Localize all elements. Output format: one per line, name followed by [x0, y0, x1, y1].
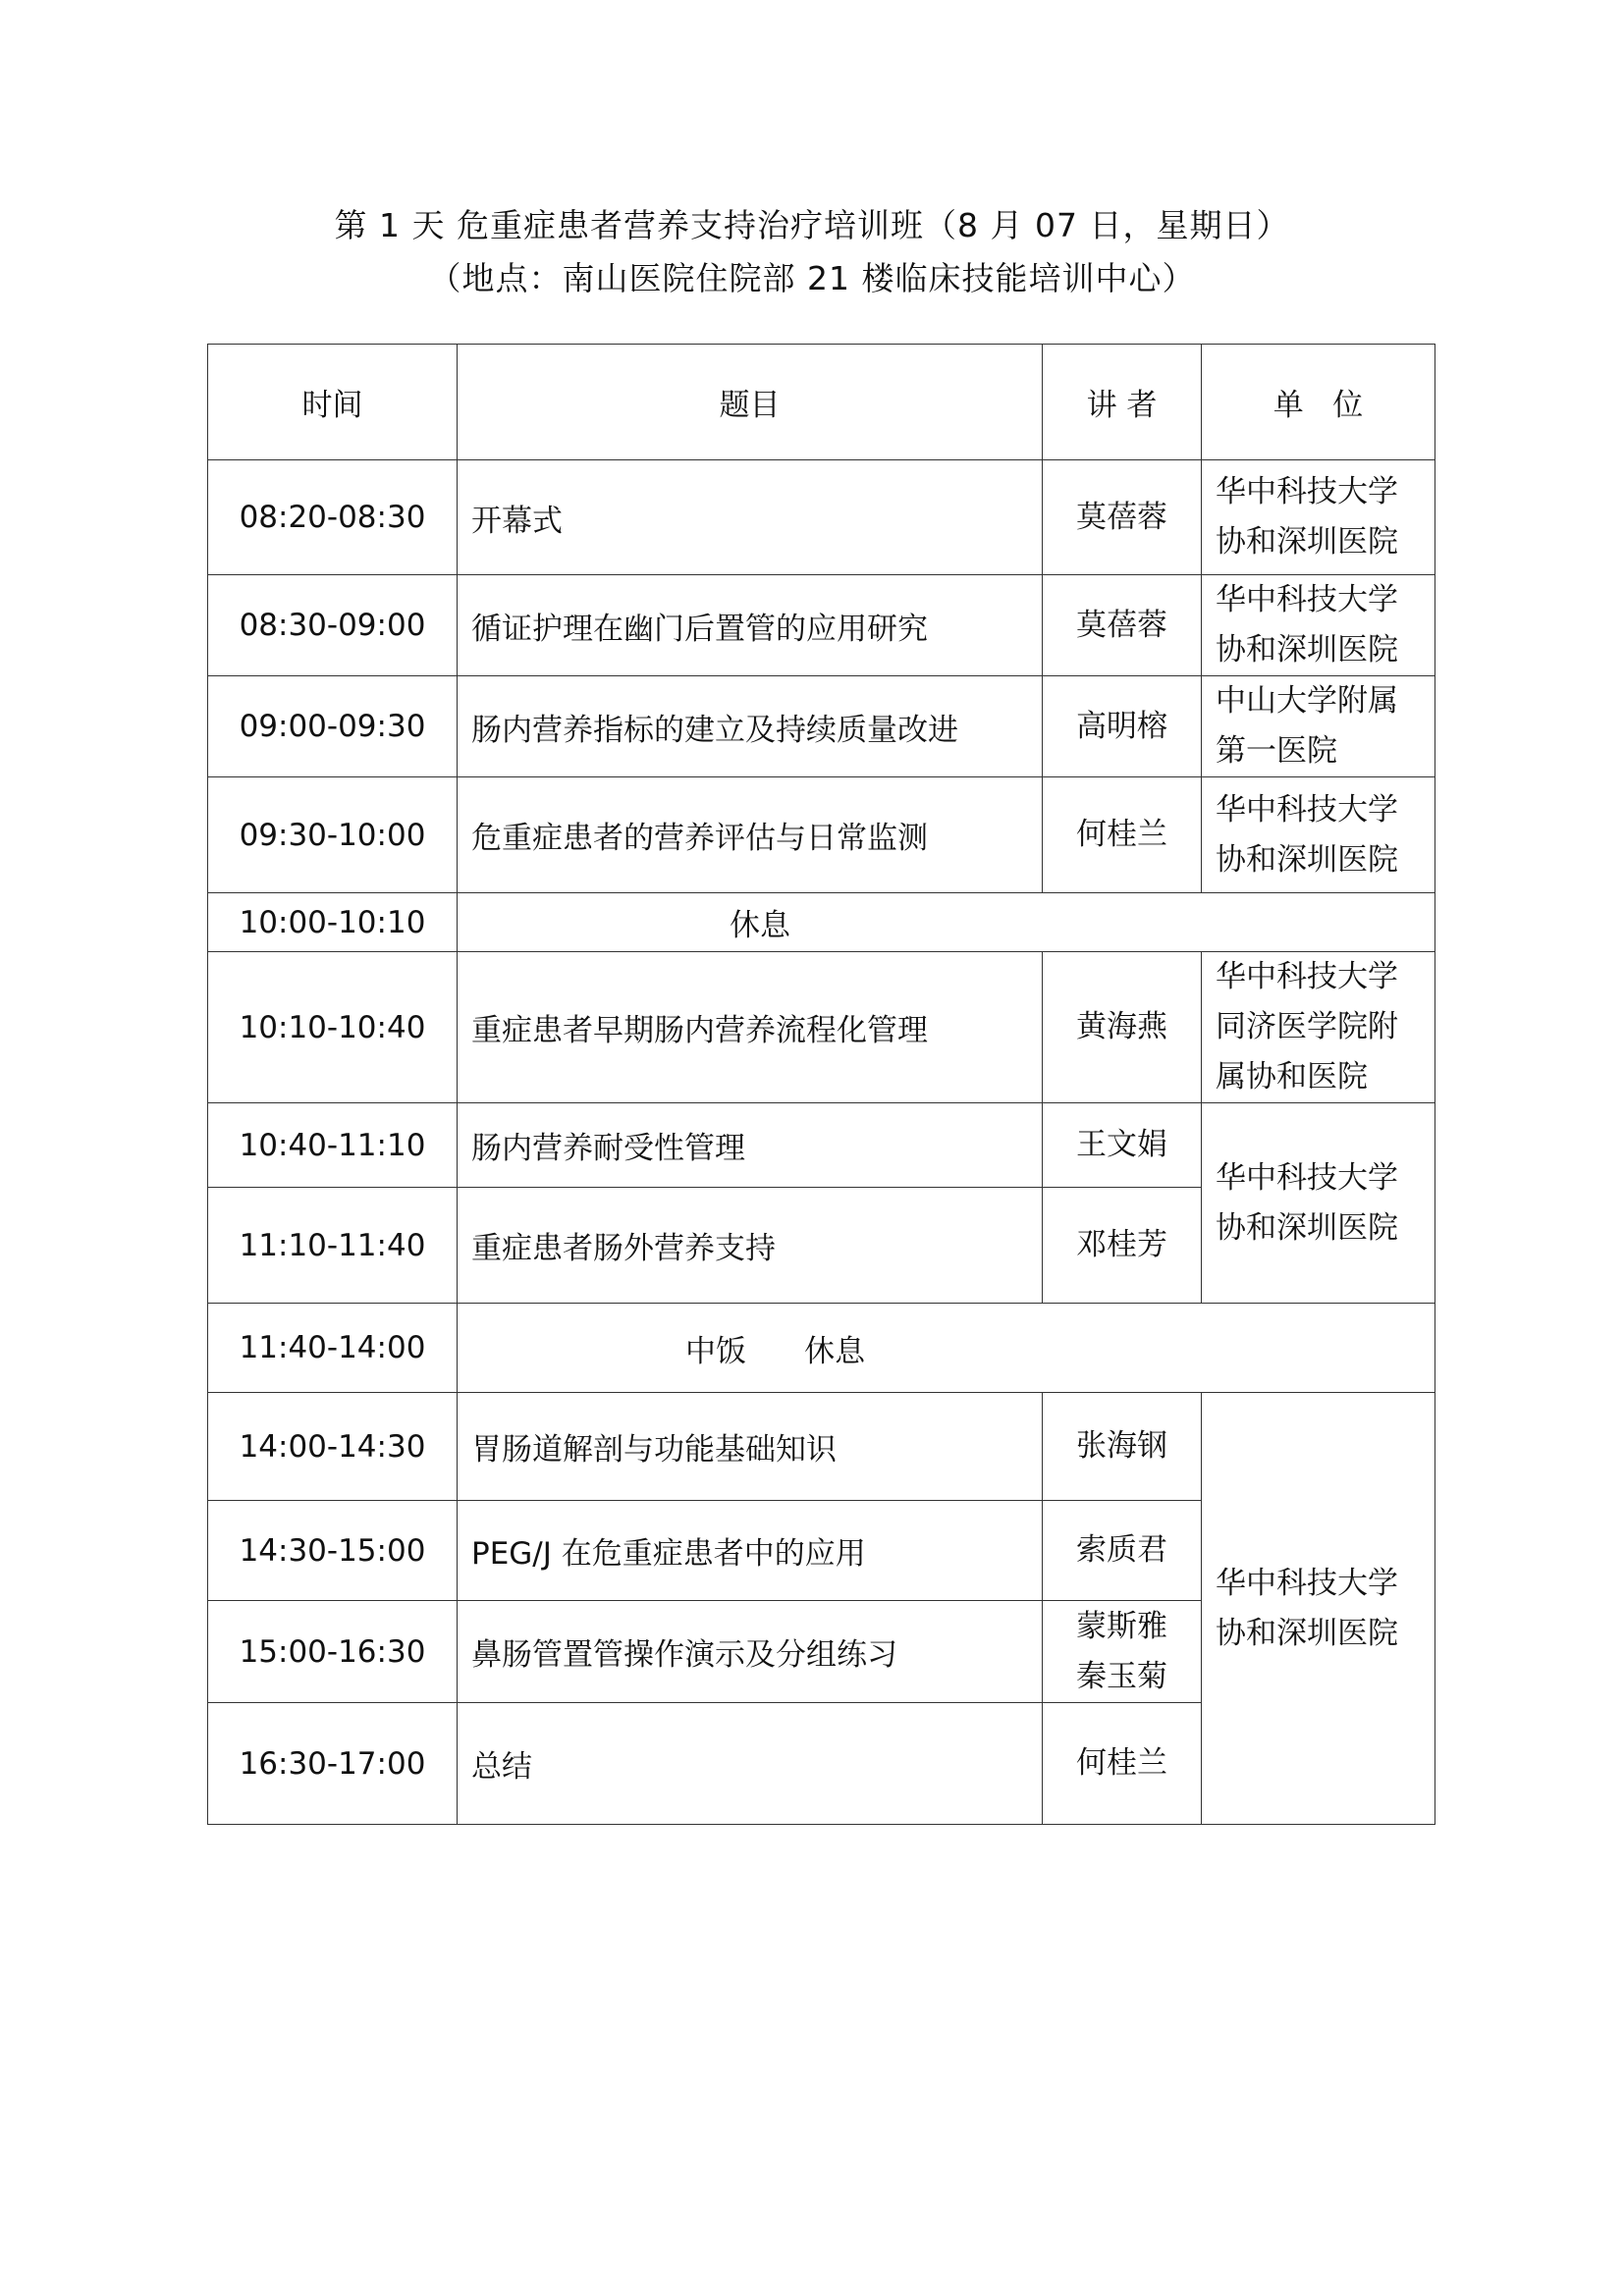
column-header-topic: 题目	[458, 345, 1043, 460]
speaker-line: 秦玉菊	[1076, 1658, 1167, 1694]
topic-cell: 开幕式	[458, 460, 1043, 575]
page-title: 第 1 天 危重症患者营养支持治疗培训班（8 月 07 日，星期日）	[334, 206, 1290, 244]
org-line: 华中科技大学	[1216, 1159, 1398, 1196]
table-row	[208, 575, 1435, 676]
topic-cell: 肠内营养耐受性管理	[458, 1103, 1043, 1188]
time-cell: 16:30-17:00	[208, 1703, 458, 1825]
time-cell: 11:10-11:40	[208, 1188, 458, 1304]
org-line: 协和深圳医院	[1216, 1209, 1398, 1246]
topic-cell: 鼻肠管置管操作演示及分组练习	[458, 1601, 1043, 1703]
org-cell	[1202, 1393, 1435, 1825]
table-row	[208, 952, 1435, 1103]
topic-cell: PEG/J 在危重症患者中的应用	[458, 1501, 1043, 1601]
column-header-org: 单 位	[1202, 345, 1435, 460]
time-cell: 14:30-15:00	[208, 1501, 458, 1601]
org-cell	[1202, 575, 1435, 676]
org-line: 第一医院	[1216, 733, 1337, 769]
speaker-cell: 莫蓓蓉	[1043, 575, 1202, 676]
topic-cell: 总结	[458, 1703, 1043, 1825]
speaker-cell: 索质君	[1043, 1501, 1202, 1601]
org-cell	[1202, 676, 1435, 777]
break-cell	[458, 1304, 1435, 1393]
org-line: 华中科技大学	[1216, 959, 1398, 994]
org-line: 华中科技大学	[1216, 474, 1398, 509]
break-row	[208, 1304, 1435, 1393]
org-line: 协和深圳医院	[1216, 1615, 1398, 1651]
speaker-cell: 黄海燕	[1043, 952, 1202, 1103]
speaker-cell: 张海钢	[1043, 1393, 1202, 1501]
speaker-cell: 莫蓓蓉	[1043, 460, 1202, 575]
time-cell: 08:20-08:30	[208, 460, 458, 575]
location-subtitle: （地点：南山医院住院部 21 楼临床技能培训中心）	[428, 259, 1196, 297]
speaker-cell: 何桂兰	[1043, 1703, 1202, 1825]
org-line: 华中科技大学	[1216, 582, 1398, 617]
org-line: 同济医学院附	[1216, 1009, 1398, 1044]
table-row	[208, 1103, 1435, 1188]
time-cell: 11:40-14:00	[208, 1304, 458, 1393]
time-cell: 10:40-11:10	[208, 1103, 458, 1188]
org-line: 华中科技大学	[1216, 1565, 1398, 1601]
break-label: 中饭 休息	[685, 1333, 866, 1369]
time-cell: 08:30-09:00	[208, 575, 458, 676]
table-row	[208, 777, 1435, 893]
topic-cell: 肠内营养指标的建立及持续质量改进	[458, 676, 1043, 777]
speaker-cell	[1043, 1601, 1202, 1703]
speaker-cell: 王文娟	[1043, 1103, 1202, 1188]
org-line: 协和深圳医院	[1216, 524, 1398, 560]
org-cell	[1202, 1103, 1435, 1304]
topic-cell: 危重症患者的营养评估与日常监测	[458, 777, 1043, 893]
time-cell: 15:00-16:30	[208, 1601, 458, 1703]
time-cell: 09:00-09:30	[208, 676, 458, 777]
time-cell: 09:30-10:00	[208, 777, 458, 893]
org-line: 属协和医院	[1216, 1059, 1368, 1095]
time-cell: 14:00-14:30	[208, 1393, 458, 1501]
break-label: 休息	[730, 908, 790, 943]
table-row	[208, 460, 1435, 575]
org-cell	[1202, 777, 1435, 893]
org-cell	[1202, 460, 1435, 575]
schedule-table	[207, 344, 1435, 1825]
table-header-row	[208, 345, 1435, 460]
table-row	[208, 1393, 1435, 1501]
org-line: 协和深圳医院	[1216, 632, 1398, 667]
org-cell	[1202, 952, 1435, 1103]
org-line: 华中科技大学	[1216, 791, 1398, 828]
time-cell: 10:10-10:40	[208, 952, 458, 1103]
topic-cell: 重症患者早期肠内营养流程化管理	[458, 952, 1043, 1103]
column-header-speaker: 讲 者	[1043, 345, 1202, 460]
speaker-cell: 高明榕	[1043, 676, 1202, 777]
speaker-line: 蒙斯雅	[1076, 1608, 1167, 1644]
break-cell	[458, 893, 1435, 952]
topic-cell: 胃肠道解剖与功能基础知识	[458, 1393, 1043, 1501]
org-line: 中山大学附属	[1216, 683, 1398, 719]
break-row	[208, 893, 1435, 952]
time-cell: 10:00-10:10	[208, 893, 458, 952]
speaker-cell: 邓桂芳	[1043, 1188, 1202, 1304]
topic-cell: 重症患者肠外营养支持	[458, 1188, 1043, 1304]
topic-cell: 循证护理在幽门后置管的应用研究	[458, 575, 1043, 676]
speaker-cell: 何桂兰	[1043, 777, 1202, 893]
org-line: 协和深圳医院	[1216, 841, 1398, 878]
table-row	[208, 676, 1435, 777]
column-header-time: 时间	[208, 345, 458, 460]
